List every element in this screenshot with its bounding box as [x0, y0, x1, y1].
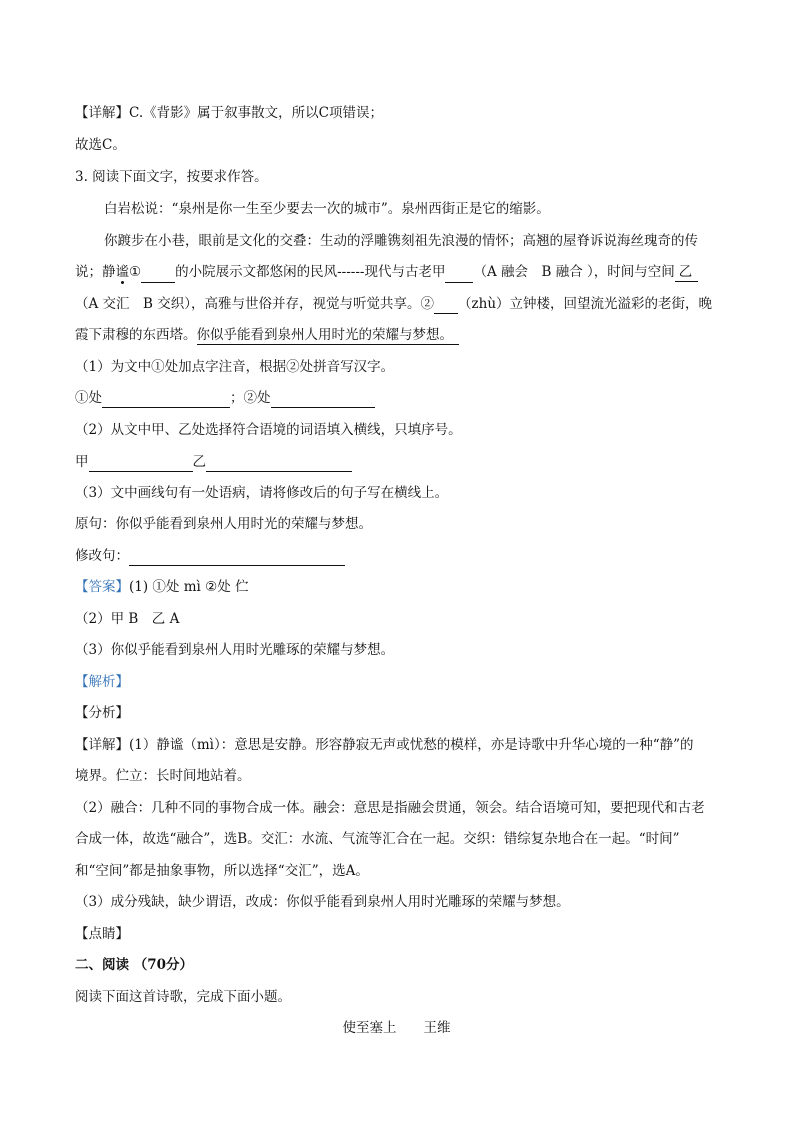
- section-2-title: 二、阅读 （70分）: [75, 957, 193, 973]
- blank-yi: 乙: [675, 264, 699, 282]
- detail-line: 【详解】C.《背影》属于叙事散文，所以C项错误；: [75, 105, 383, 121]
- original-sentence: 原句：你似乎能看到泉州人用时光的荣耀与梦想。: [75, 516, 372, 532]
- sub-question-3: （3）文中画线句有一处语病，请将修改后的句子写在横线上。: [75, 485, 449, 501]
- answer-blank-2[interactable]: [271, 391, 375, 408]
- dotted-char: 谧: [115, 264, 129, 280]
- explanation-line-1: 【详解】(1）静谧（mì）：意思是安静。形容静寂无声或忧愁的模样，亦是诗歌中升华心境的一种“静”的: [75, 737, 694, 753]
- fenxi-header: 【分析】: [75, 705, 129, 721]
- answer-blank-1[interactable]: [102, 391, 230, 408]
- passage-line-3: 说；静谧① 的小院展示文都悠闲的民风------现代与古老甲 （A 融会 B 融合 ），时间与空间 乙: [75, 262, 723, 283]
- passage-line-4: （A 交汇 B 交织），高雅与世俗并存，视觉与听觉共享。② （zhù）立钟楼，回望流光溢彩的老街，晚: [75, 296, 713, 312]
- answer-line-2: 甲 乙: [75, 452, 723, 472]
- answer-line-1: ①处 ；②处: [75, 388, 723, 408]
- sub-question-1: （1）为文中①处加点字注音，根据②处拼音写汉字。: [75, 359, 395, 375]
- revised-blank[interactable]: [129, 549, 345, 566]
- explanation-line-3: （2）融合：几种不同的事物合成一体。融会：意思是指融会贯通，领会。结合语境可知，要把现代和古老: [75, 800, 705, 816]
- blank-jia[interactable]: [445, 266, 473, 283]
- dianjing-header: 【点睛】: [75, 926, 129, 942]
- answer-2: （2）甲 B 乙 A: [75, 611, 180, 627]
- blank-2[interactable]: [434, 297, 458, 314]
- passage-line-1: 白岩松说：“泉州是你一生至少要去一次的城市”。泉州西街正是它的缩影。: [104, 201, 550, 217]
- answer-header: 【答案】(1) ①处 mì ②处 伫: [75, 579, 249, 595]
- explanation-line-4: 合成一体，故选“融合”，选B。交汇：水流、气流等汇合在一起。交织：错综复杂地合在一起。“时间”: [75, 831, 680, 847]
- blank-1[interactable]: [141, 266, 175, 283]
- underlined-sentence: 你似乎能看到泉州人用时光的荣耀与梦想。: [197, 327, 460, 345]
- explanation-line-5: 和“空间”都是抽象事物，所以选择“交汇”，选A。: [75, 863, 369, 879]
- explanation-line-6: （3）成分残缺，缺少谓语，改成：你似乎能看到泉州人用时光雕琢的荣耀与梦想。: [75, 894, 570, 910]
- answer-blank-jia[interactable]: [89, 455, 193, 472]
- answer-3: （3）你似乎能看到泉州人用时光雕琢的荣耀与梦想。: [75, 642, 395, 658]
- poem-instruction: 阅读下面这首诗歌，完成下面小题。: [75, 989, 291, 1005]
- question-3-title: 3. 阅读下面文字，按要求作答。: [75, 169, 268, 185]
- sub-question-2: （2）从文中甲、乙处选择符合语境的词语填入横线，只填序号。: [75, 422, 462, 438]
- passage-line-5: 霞下肃穆的东西塔。你似乎能看到泉州人用时光的荣耀与梦想。: [75, 325, 723, 345]
- poem-title: 使至塞上 王维: [342, 1020, 451, 1036]
- conclusion-line: 故选C。: [75, 137, 126, 153]
- analysis-header: 【解析】: [75, 674, 129, 690]
- explanation-line-2: 境界。伫立：长时间地站着。: [75, 768, 251, 784]
- passage-line-2: 你踱步在小巷，眼前是文化的交叠：生动的浮雕镌刻祖先浪漫的情怀；高翘的屋脊诉说海丝瑰奇的传: [104, 233, 698, 249]
- revised-sentence-line: 修改句：: [75, 546, 723, 566]
- answer-blank-yi[interactable]: [206, 455, 352, 472]
